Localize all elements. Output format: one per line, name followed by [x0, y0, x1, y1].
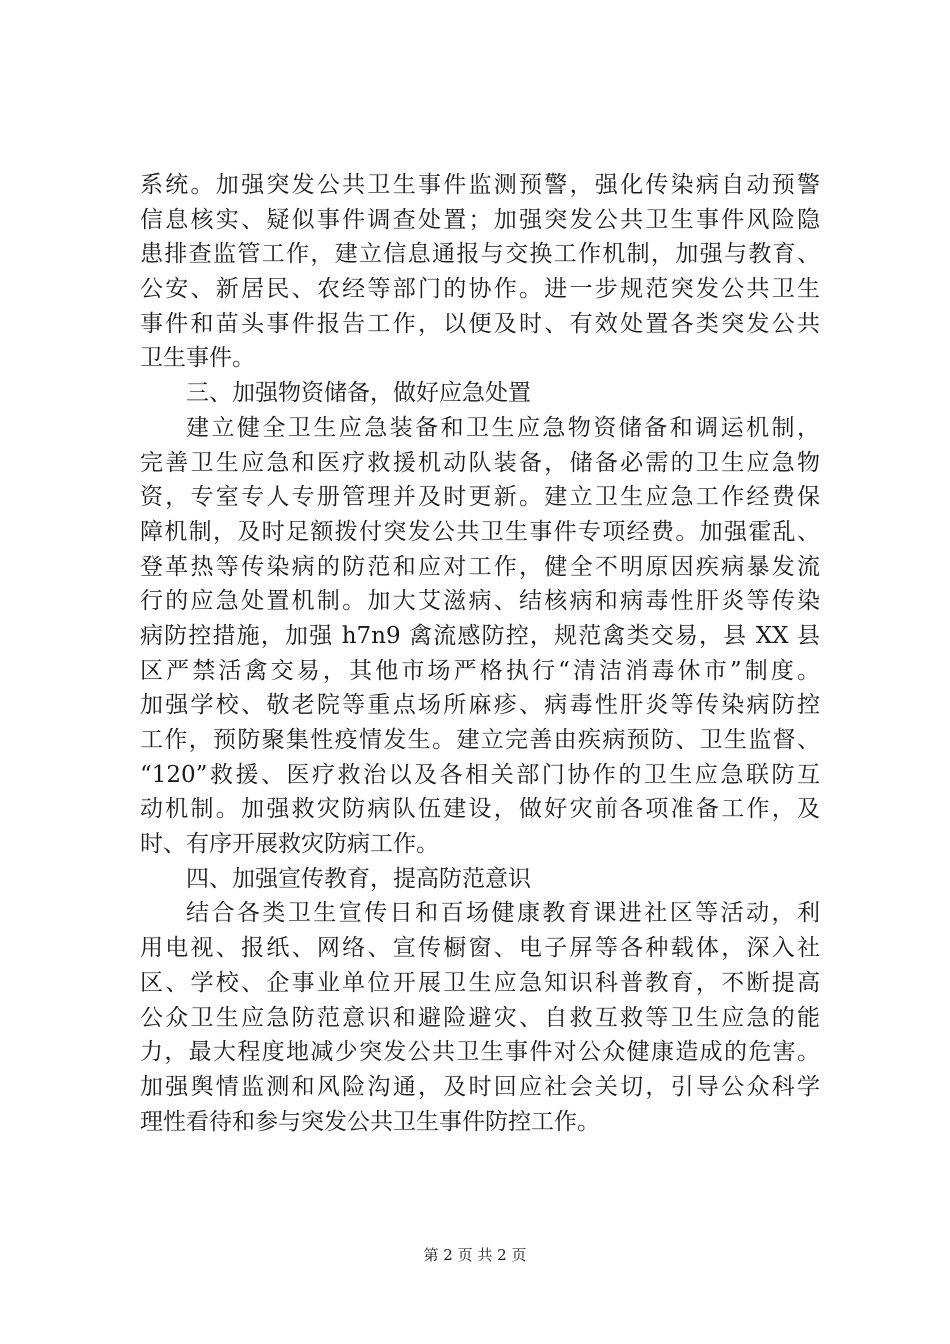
body-line: 完善卫生应急和医疗救援机动队装备，储备必需的卫生应急物 — [140, 449, 820, 476]
body-line: 工作，预防聚集性疫情发生。建立完善由疾病预防、卫生监督、 — [140, 727, 820, 753]
body-line: 卫生事件。 — [140, 345, 255, 372]
body-line: 系统。加强突发公共卫生事件监测预警，强化传染病自动预警 — [140, 172, 820, 198]
body-line: 建立健全卫生应急装备和卫生应急物资储备和调运机制， — [186, 414, 820, 441]
body-line: 障机制，及时足额拨付突发公共卫生事件专项经费。加强霍乱、 — [140, 518, 820, 545]
body-line: “120”救援、医疗救治以及各相关部门协作的卫生应急联防互 — [140, 761, 820, 788]
body-line: 力，最大程度地减少突发公共卫生事件对公众健康造成的危害。 — [140, 1039, 820, 1066]
section-heading: 四、加强宣传教育，提高防范意识 — [186, 865, 531, 892]
body-line: 公众卫生应急防范意识和避险避灾、自救互救等卫生应急的能 — [140, 1004, 820, 1031]
body-line: 事件和苗头事件报告工作，以便及时、有效处置各类突发公共 — [140, 310, 820, 337]
document-body — [140, 168, 820, 1139]
body-line: 信息核实、疑似事件调查处置；加强突发公共卫生事件风险隐 — [140, 206, 820, 233]
section-heading: 三、加强物资储备，做好应急处置 — [186, 380, 531, 407]
body-line: 区、学校、企事业单位开展卫生应急知识科普教育，不断提高 — [140, 969, 820, 996]
page-number-footer: 第 2 页 共 2 页 — [423, 1246, 527, 1264]
body-line: 登革热等传染病的防范和应对工作，健全不明原因疾病暴发流 — [140, 553, 820, 580]
body-line: 理性看待和参与突发公共卫生事件防控工作。 — [140, 1108, 600, 1135]
body-line: 公安、新居民、农经等部门的协作。进一步规范突发公共卫生 — [140, 276, 820, 303]
body-line: 时、有序开展救灾防病工作。 — [140, 831, 439, 858]
body-line: 结合各类卫生宣传日和百场健康教育课进社区等活动，利 — [186, 900, 820, 927]
body-line: 加强舆情监测和风险沟通，及时回应社会关切，引导公众科学 — [140, 1073, 820, 1100]
body-line: 行的应急处置机制。加大艾滋病、结核病和病毒性肝炎等传染 — [140, 588, 820, 615]
body-line: 区严禁活禽交易，其他市场严格执行“清洁消毒休市”制度。 — [140, 657, 820, 684]
body-line: 动机制。加强救灾防病队伍建设，做好灾前各项准备工作，及 — [140, 796, 820, 823]
body-line: 病防控措施，加强 h7n9 禽流感防控，规范禽类交易，县 XX 县 — [140, 622, 820, 649]
body-line: 资，专室专人专册管理并及时更新。建立卫生应急工作经费保 — [140, 484, 820, 511]
body-line: 用电视、报纸、网络、宣传橱窗、电子屏等各种载体，深入社 — [140, 935, 820, 962]
body-line: 患排查监管工作，建立信息通报与交换工作机制，加强与教育、 — [140, 241, 820, 268]
body-line: 加强学校、敬老院等重点场所麻疹、病毒性肝炎等传染病防控 — [140, 692, 820, 719]
